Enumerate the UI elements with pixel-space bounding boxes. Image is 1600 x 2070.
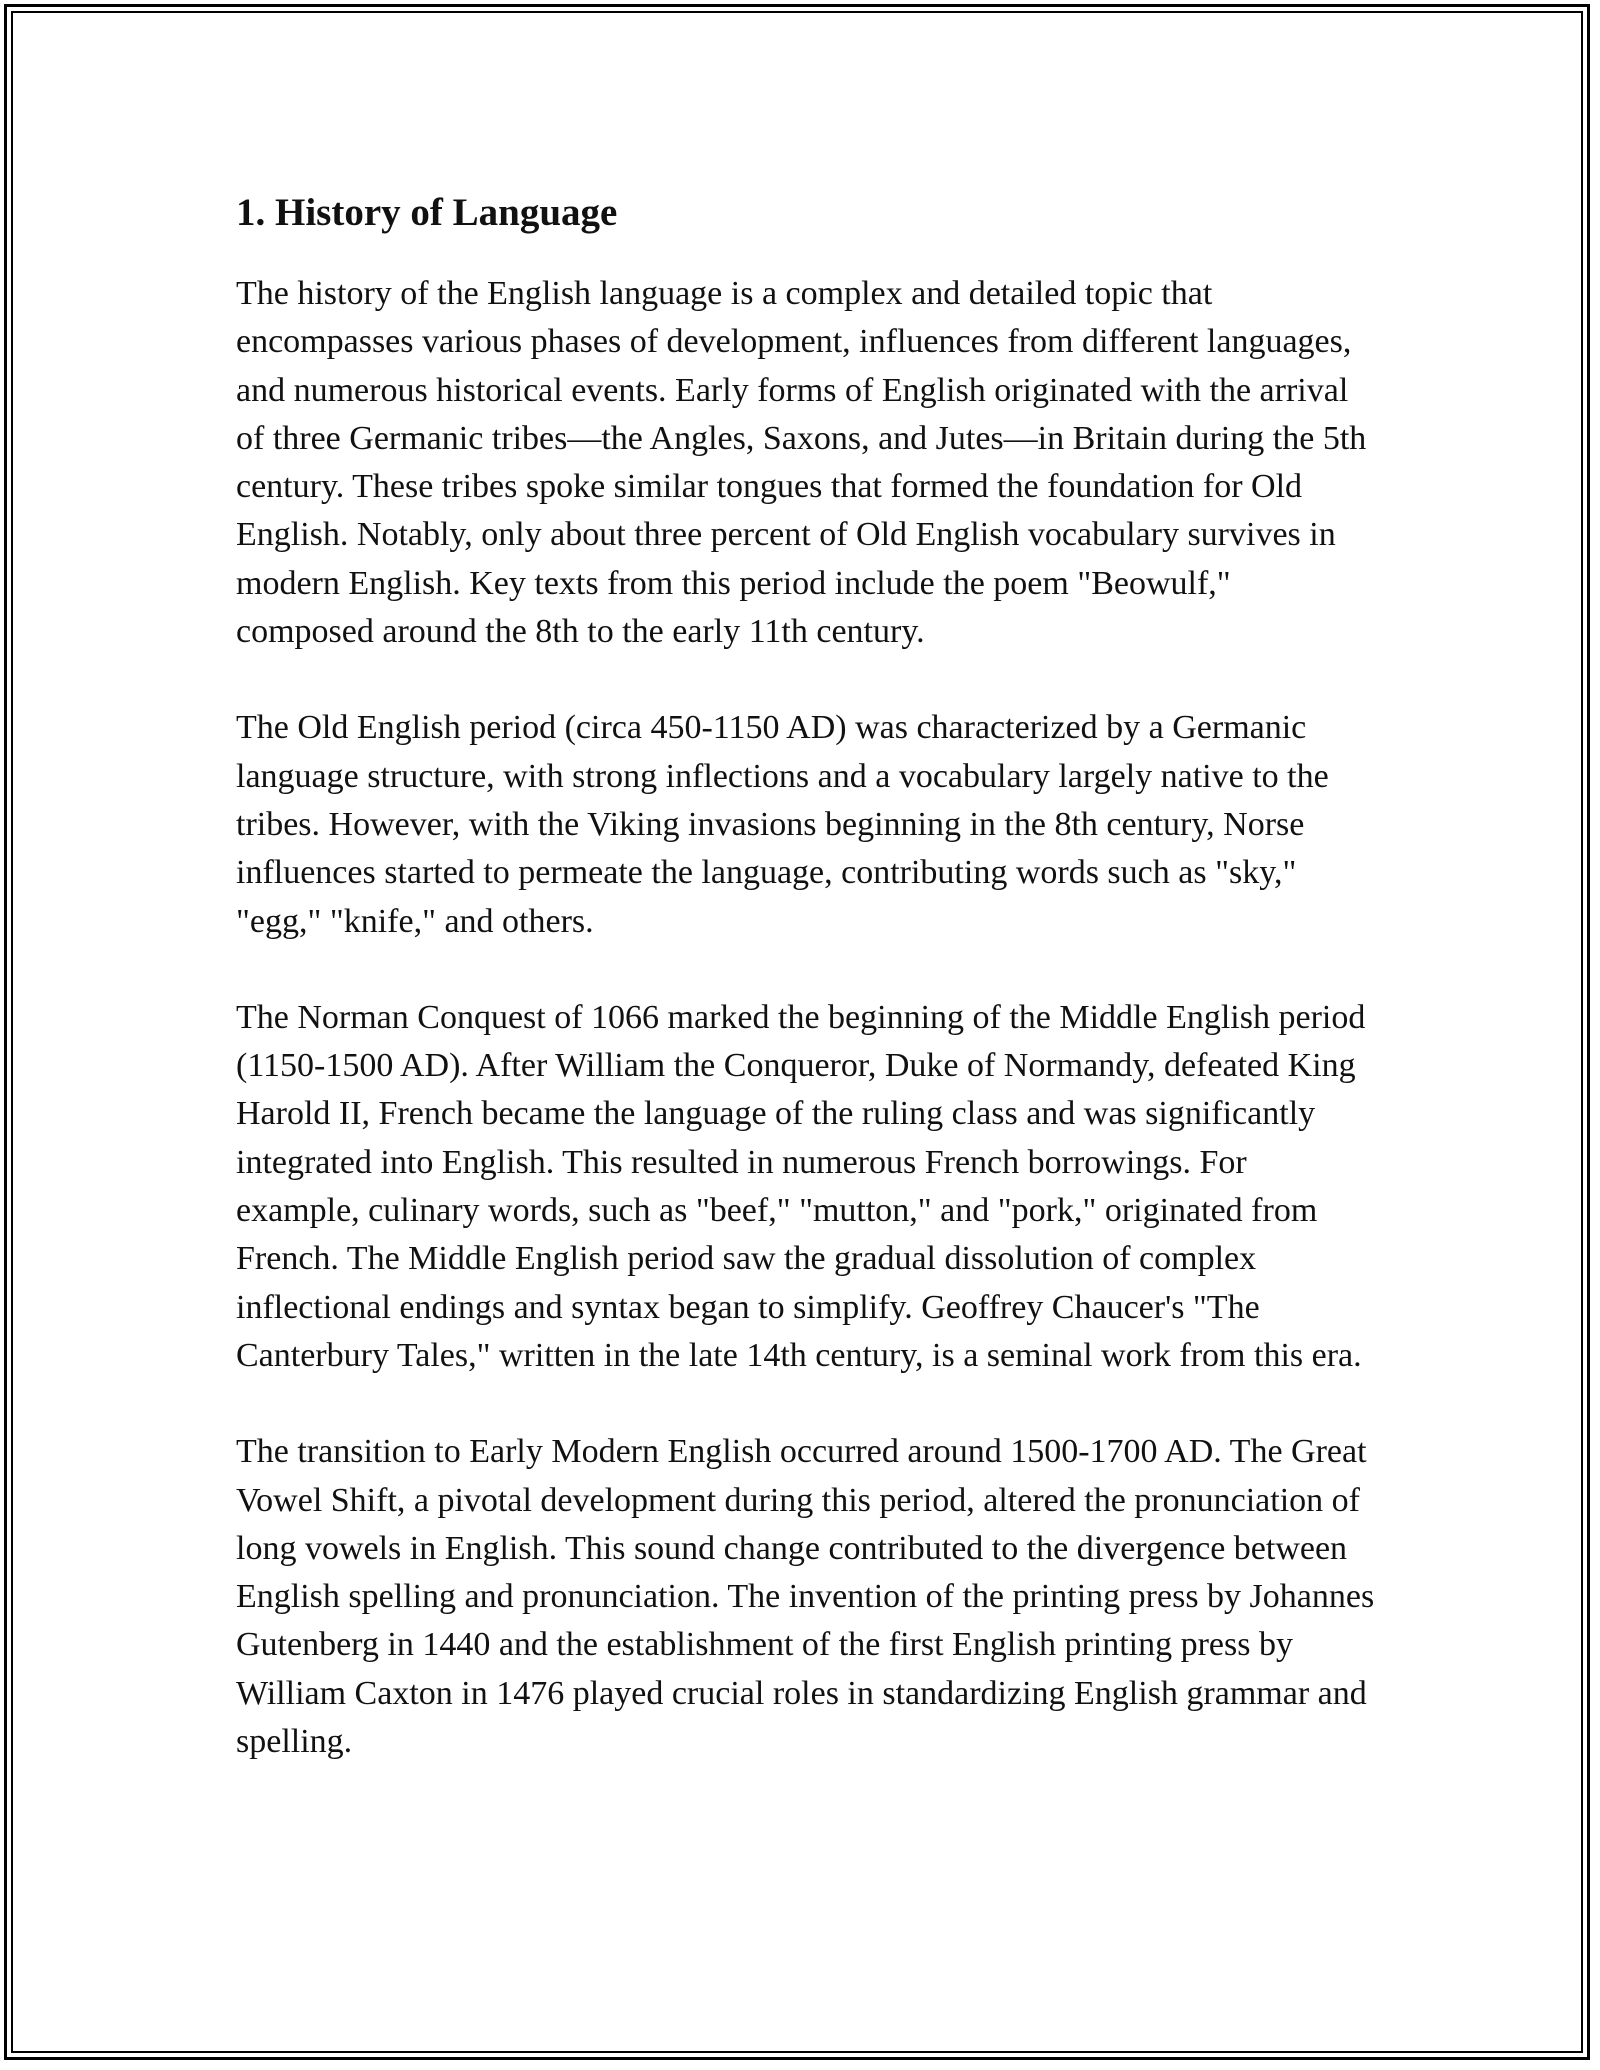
paragraph-old-english-origins: The history of the English language is a complex and detailed topic that encompasses various phases of development, influences from different languages, and numerous historical events. Early forms of English originated with the arrival of three Germanic tribes—the Angles, Saxons, and Jutes—in Britain during the 5th century. These tribes spoke similar tongues that formed the foundation for Old English. Notably, only about three percent of Old English vocabulary survives in modern English. Key texts from this period include the poem "Beowulf," composed around the 8th to the early 11th century. [236, 275, 1367, 651]
document-content [236, 186, 1376, 1766]
paragraph-early-modern-english: The transition to Early Modern English occurred around 1500-1700 AD. The Great Vowel Shift, a pivotal development during this period, altered the pronunciation of long vowels in English. This sound change contributed to the divergence between English spelling and pronunciation. The invention of the printing press by Johannes Gutenberg in 1440 and the establishment of the first English printing press by William Caxton in 1476 played crucial roles in standardizing English grammar and spelling. [236, 1433, 1375, 1761]
paragraph-middle-english-period: The Norman Conquest of 1066 marked the beginning of the Middle English period (1150-1500 AD). After William the Conqueror, Duke of Normandy, defeated King Harold II, French became the language of the ruling class and was significantly integrated into English. This resulted in numerous French borrowings. For example, culinary words, such as "beef," "mutton," and "pork," originated from French. The Middle English period saw the gradual dissolution of complex inflectional endings and syntax began to simplify. Geoffrey Chaucer's "The Canterbury Tales," written in the late 14th century, is a seminal work from this era. [236, 998, 1366, 1374]
section-heading: 1. History of Language [236, 191, 618, 234]
paragraph-old-english-period: The Old English period (circa 450-1150 AD) was characterized by a Germanic language structure, with strong inflections and a vocabulary largely native to the tribes. However, with the Viking invasions beginning in the 8th century, Norse influences started to permeate the language, contributing words such as "sky," "egg," "knife," and others. [236, 709, 1329, 940]
